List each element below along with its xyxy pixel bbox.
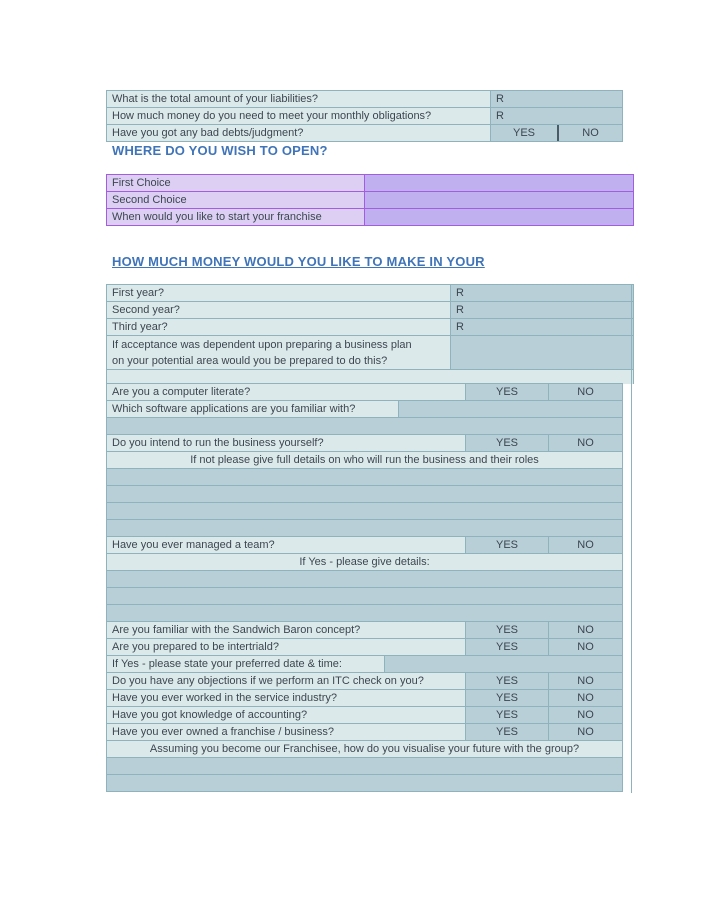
- team-details-label: If Yes - please give details:: [107, 554, 622, 570]
- question-label: Have you got knowledge of accounting?: [107, 707, 465, 723]
- blank-row[interactable]: [107, 571, 622, 588]
- table-row: [107, 285, 633, 302]
- blank-row[interactable]: [107, 758, 622, 775]
- blank-row[interactable]: [107, 775, 622, 792]
- table-row: [107, 192, 633, 209]
- business-plan-line-1: If acceptance was dependent upon preparing a business plan: [112, 339, 412, 351]
- table-row: [107, 656, 622, 673]
- yes-option[interactable]: YES: [465, 622, 548, 638]
- yes-option[interactable]: YES: [465, 690, 548, 706]
- date-time-field[interactable]: [384, 656, 622, 672]
- question-label: Have you got any bad debts/judgment?: [107, 125, 490, 141]
- blank-row[interactable]: [107, 605, 622, 622]
- table-row: [107, 673, 622, 690]
- second-year-field[interactable]: R: [450, 302, 633, 318]
- questionnaire-table: [106, 383, 623, 792]
- question-label: What is the total amount of your liabilities?: [107, 91, 490, 107]
- no-option[interactable]: NO: [548, 435, 622, 451]
- question-label: Are you a computer literate?: [107, 384, 465, 400]
- question-label: Are you prepared to be intertriald?: [107, 639, 465, 655]
- table-row: [107, 125, 622, 142]
- table-row: [107, 302, 633, 319]
- table-edge: [631, 284, 632, 793]
- no-option[interactable]: NO: [557, 125, 622, 141]
- table-row: [107, 175, 633, 192]
- question-label: First year?: [107, 285, 450, 301]
- money-heading: HOW MUCH MONEY WOULD YOU LIKE TO MAKE IN YOUR: [112, 254, 485, 269]
- software-field[interactable]: [398, 401, 622, 417]
- monthly-obligations-field[interactable]: R: [490, 108, 622, 124]
- first-year-field[interactable]: R: [450, 285, 633, 301]
- yes-option[interactable]: YES: [465, 384, 548, 400]
- business-plan-question: [107, 336, 450, 369]
- liabilities-table: [106, 90, 623, 142]
- table-row: [107, 401, 622, 418]
- table-row: [107, 384, 622, 401]
- table-row: [107, 108, 622, 125]
- yes-option[interactable]: YES: [465, 673, 548, 689]
- question-label: Third year?: [107, 319, 450, 335]
- question-label: How much money do you need to meet your monthly obligations?: [107, 108, 490, 124]
- no-option[interactable]: NO: [548, 673, 622, 689]
- where-to-open-heading: WHERE DO YOU WISH TO OPEN?: [112, 143, 328, 158]
- no-option[interactable]: NO: [548, 724, 622, 740]
- third-year-field[interactable]: R: [450, 319, 633, 335]
- question-label: Do you have any objections if we perform an ITC check on you?: [107, 673, 465, 689]
- blank-row[interactable]: [107, 469, 622, 486]
- second-choice-label: Second Choice: [107, 192, 365, 208]
- spacer-row: [107, 370, 633, 384]
- table-row: [107, 724, 622, 741]
- table-row: [107, 690, 622, 707]
- start-date-label: When would you like to start your franchise: [107, 209, 365, 225]
- blank-row[interactable]: [107, 418, 622, 435]
- question-label: Do you intend to run the business yourself?: [107, 435, 465, 451]
- blank-row[interactable]: [107, 520, 622, 537]
- no-option[interactable]: NO: [548, 639, 622, 655]
- no-option[interactable]: NO: [548, 537, 622, 553]
- table-row: [107, 452, 622, 469]
- table-row: [107, 336, 633, 370]
- table-row: [107, 537, 622, 554]
- no-option[interactable]: NO: [548, 384, 622, 400]
- business-plan-line-2: on your potential area would you be prepared to do this?: [112, 355, 388, 367]
- business-plan-answer[interactable]: [450, 336, 633, 369]
- blank-row[interactable]: [107, 588, 622, 605]
- no-option[interactable]: NO: [548, 707, 622, 723]
- no-option[interactable]: NO: [548, 690, 622, 706]
- money-table: [106, 284, 634, 384]
- yes-option[interactable]: YES: [465, 639, 548, 655]
- question-label: Have you ever managed a team?: [107, 537, 465, 553]
- table-row: [107, 319, 633, 336]
- table-row: [107, 707, 622, 724]
- question-label: If Yes - please state your preferred date & time:: [107, 656, 384, 672]
- liabilities-amount-field[interactable]: R: [490, 91, 622, 107]
- table-row: [107, 639, 622, 656]
- yes-option[interactable]: YES: [465, 435, 548, 451]
- question-label: Second year?: [107, 302, 450, 318]
- second-choice-field[interactable]: [365, 192, 633, 208]
- no-option[interactable]: NO: [548, 622, 622, 638]
- question-label: Have you ever worked in the service industry?: [107, 690, 465, 706]
- table-row: [107, 435, 622, 452]
- blank-row[interactable]: [107, 486, 622, 503]
- first-choice-field[interactable]: [365, 175, 633, 191]
- table-row: [107, 622, 622, 639]
- start-date-field[interactable]: [365, 209, 633, 225]
- open-location-table: [106, 174, 634, 226]
- question-label: Have you ever owned a franchise / business?: [107, 724, 465, 740]
- yes-option[interactable]: YES: [490, 125, 557, 141]
- table-row: [107, 741, 622, 758]
- first-choice-label: First Choice: [107, 175, 365, 191]
- question-label: Are you familiar with the Sandwich Baron concept?: [107, 622, 465, 638]
- table-row: [107, 209, 633, 226]
- question-label: Which software applications are you familiar with?: [107, 401, 398, 417]
- yes-option[interactable]: YES: [465, 707, 548, 723]
- yes-option[interactable]: YES: [465, 537, 548, 553]
- run-details-label: If not please give full details on who will run the business and their roles: [107, 452, 622, 468]
- future-label: Assuming you become our Franchisee, how do you visualise your future with the group?: [107, 741, 622, 757]
- table-row: [107, 91, 622, 108]
- table-row: [107, 554, 622, 571]
- yes-option[interactable]: YES: [465, 724, 548, 740]
- blank-row[interactable]: [107, 503, 622, 520]
